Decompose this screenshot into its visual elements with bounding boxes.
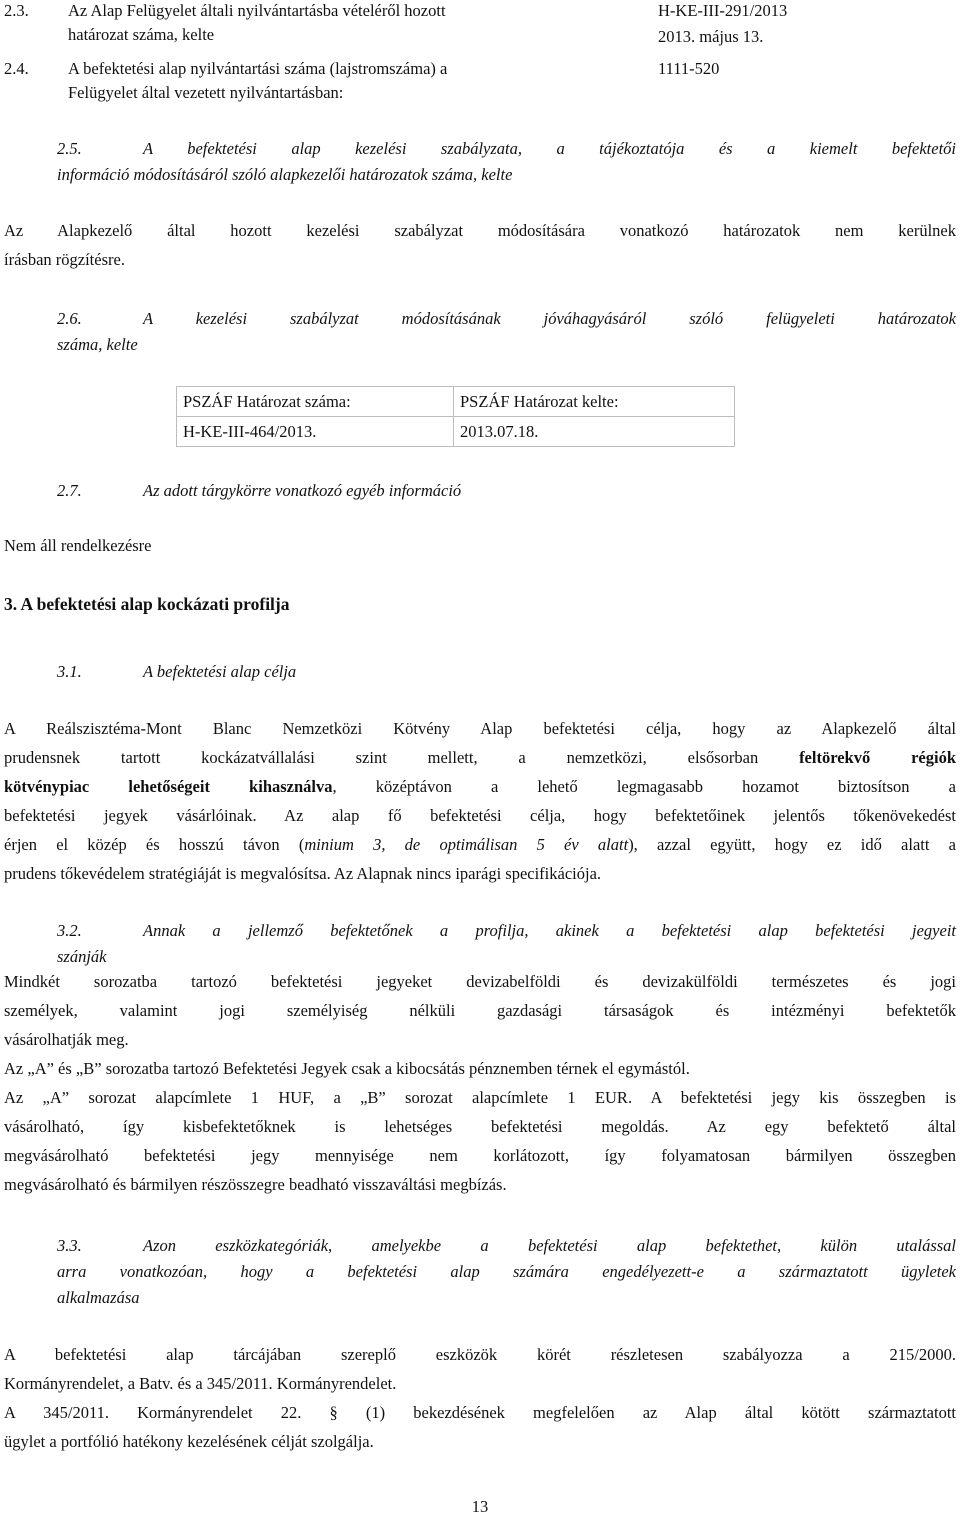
section-2-6-heading-line1: A kezelési szabályzat módosításának jóváhagyásáról szóló felügyeleti határozatok [143,309,956,328]
section-3-1-body-line3 [4,774,956,800]
section-3-1-line5-italic: minium 3, de optimálisan 5 év alatt [304,835,629,854]
section-3-2-heading-line2: szánják [57,947,107,966]
section-3-1-body-line6: prudens tőkevédelem stratégiáját is megvalósítsa. Az Alapnak nincs iparági specifikációja. [4,864,602,883]
section-3-1-line3-text: , középtávon a lehető legmagasabb hozamot biztosítson a [332,777,957,796]
section-3-2-p3-line4: megvásárolható és bármilyen részösszegre beadható visszaváltási megbízás. [4,1175,507,1194]
section-3-1-heading: A befektetési alap célja [143,662,297,681]
decision-table [176,386,735,447]
section-3-1-line5-text-c: ), azzal együtt, hogy ez idő alatt a [628,835,956,854]
section-3-3-heading-line1: Azon eszközkategóriák, amelyekbe a befektetési alap befektethet, külön utalással [143,1236,956,1255]
section-3-3-p2-line1: A 345/2011. Kormányrendelet 22. § (1) bekezdésének megfelelően az Alap által kötött származtatott [4,1403,956,1422]
table-header-decision-date: PSZÁF Határozat kelte: [454,387,735,417]
section-3-3-p2-line2: ügylet a portfólió hatékony kezelésének célját szolgálja. [4,1432,374,1451]
table-row [177,417,735,447]
section-3-heading: 3. A befektetési alap kockázati profilja [4,594,290,614]
item-2-3-decision-date: 2013. május 13. [658,27,764,46]
section-3-2-number: 3.2. [57,921,82,940]
table-cell-decision-number: H-KE-III-464/2013. [177,417,454,447]
item-2-3-label-line2: határozat száma, kelte [68,25,215,44]
section-3-2-p3-line3: megvásárolható befektetési jegy mennyisége nem korlátozott, így folyamatosan bármilyen összegben [4,1146,956,1165]
section-3-3-heading-line3: alkalmazása [57,1288,140,1307]
item-2-3-number: 2.3. [4,1,29,20]
section-3-2-p1-line3: vásárolhatják meg. [4,1030,129,1049]
section-2-6-number: 2.6. [57,309,82,328]
section-2-5-heading-line1: A befektetési alap kezelési szabályzata, a tájékoztatója és a kiemelt befektetői [143,139,956,158]
section-3-1-line2-bold: feltörekvő régiók [799,748,956,767]
section-2-7-number: 2.7. [57,481,82,500]
section-3-3-number: 3.3. [57,1236,82,1255]
item-2-4-registration-number: 1111-520 [658,59,720,78]
section-2-5-body-line2: írásban rögzítésre. [4,250,125,269]
section-3-1-body-line4: befektetési jegyek vásárlóinak. Az alap fő befektetési célja, hogy befektetőinek jelentős tőkenövekedést [4,806,956,825]
section-3-1-line5-text-a: érjen el közép és hosszú távon ( [4,835,305,854]
item-2-3-label-line1: Az Alap Felügyelet általi nyilvántartásba vételéről hozott [68,1,446,20]
section-3-1-body-line1: A Reálszisztéma-Mont Blanc Nemzetközi Kötvény Alap befektetési célja, hogy az Alapkezelő által [4,719,956,738]
section-2-7-body: Nem áll rendelkezésre [4,536,152,555]
section-2-5-heading-line2: információ módosításáról szóló alapkezelői határozatok száma, kelte [57,165,513,184]
section-3-1-line3-bold: kötvénypiac lehetőségeit kihasználva [4,777,333,796]
section-3-3-heading-line2: arra vonatkozóan, hogy a befektetési alap számára engedélyezett-e a származtatott ügyletek [57,1262,956,1281]
table-header-decision-number: PSZÁF Határozat száma: [177,387,454,417]
section-2-5-body-line1: Az Alapkezelő által hozott kezelési szabályzat módosítására vonatkozó határozatok nem kerülnek [4,221,956,240]
section-3-1-body-line5 [4,832,956,858]
table-row [177,387,735,417]
section-2-6-heading-line2: száma, kelte [57,335,138,354]
table-cell-decision-date: 2013.07.18. [454,417,735,447]
item-2-4-label-line1: A befektetési alap nyilvántartási száma (lajstromszáma) a [68,59,448,78]
item-2-4-label-line2: Felügyelet által vezetett nyilvántartásban: [68,83,344,102]
section-2-7-heading: Az adott tárgykörre vonatkozó egyéb információ [143,481,462,500]
section-3-1-number: 3.1. [57,662,82,681]
item-2-3-decision-number: H-KE-III-291/2013 [658,1,788,20]
section-3-2-p1-line2: személyek, valamint jogi személyiség nélküli gazdasági társaságok és intézményi befektetők [4,1001,956,1020]
section-3-2-p3-line1: Az „A” sorozat alapcímlete 1 HUF, a „B” sorozat alapcímlete 1 EUR. A befektetési jegy kis összegben is [4,1088,956,1107]
item-2-4-number: 2.4. [4,59,29,78]
section-2-5-number: 2.5. [57,139,82,158]
page-number: 13 [471,1497,489,1516]
section-3-2-p1-line1: Mindkét sorozatba tartozó befektetési jegyeket devizabelföldi és devizakülföldi természetes és jogi [4,972,956,991]
section-3-3-p1-line1: A befektetési alap tárcájában szereplő eszközök körét részletesen szabályozza a 215/2000. [4,1345,956,1364]
section-3-2-p2: Az „A” és „B” sorozatba tartozó Befektetési Jegyek csak a kibocsátás pénznemben térnek el egymástól. [4,1059,690,1078]
section-3-1-line2-text: prudensnek tartott kockázatvállalási szint mellett, a nemzetközi, elsősorban [4,748,759,767]
section-3-1-body-line2 [4,745,956,771]
section-3-3-p1-line2: Kormányrendelet, a Batv. és a 345/2011. Kormányrendelet. [4,1374,397,1393]
section-3-2-heading-line1: Annak a jellemző befektetőnek a profilja, akinek a befektetési alap befektetési jegyeit [143,921,956,940]
section-3-2-p3-line2: vásárolható, így kisbefektetőknek is lehetséges befektetési megoldás. Az egy befektető által [4,1117,956,1136]
